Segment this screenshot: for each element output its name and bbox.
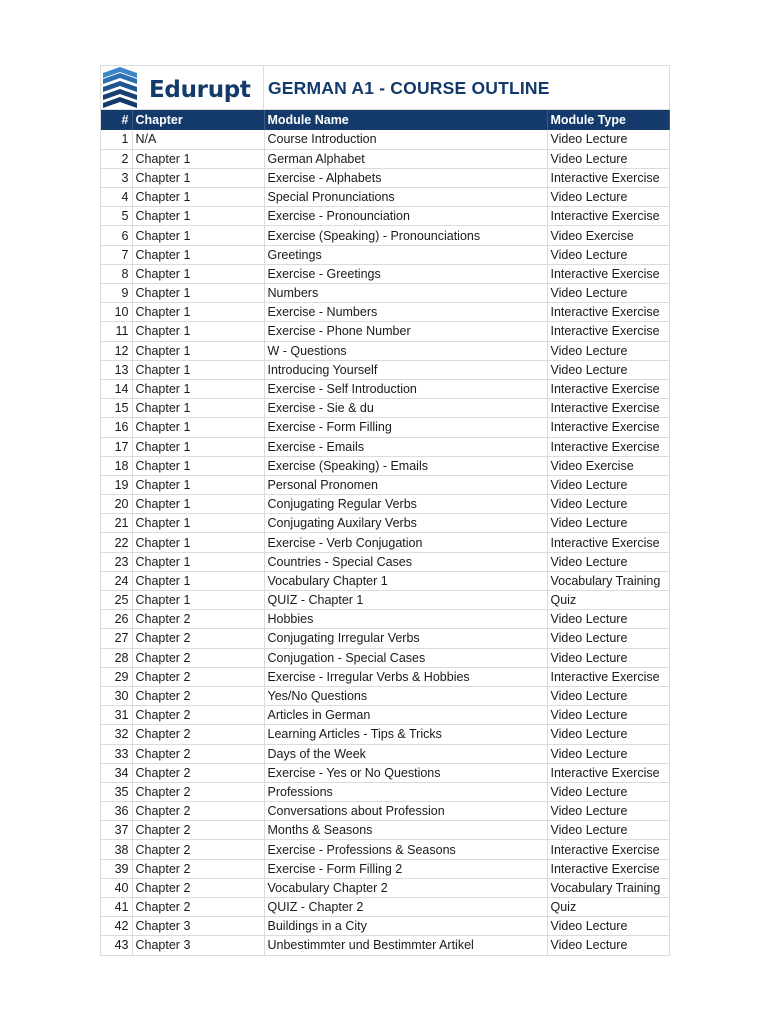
chapter-cell: Chapter 1 <box>132 456 264 475</box>
chapter-cell: Chapter 1 <box>132 591 264 610</box>
table-row <box>101 629 669 648</box>
row-number: 8 <box>101 264 132 283</box>
module-name-cell: Course Introduction <box>264 130 547 149</box>
column-header-module-name: Module Name <box>264 110 547 130</box>
chapter-cell: Chapter 2 <box>132 821 264 840</box>
table-row <box>101 207 669 226</box>
row-number: 31 <box>101 706 132 725</box>
chapter-cell: Chapter 2 <box>132 840 264 859</box>
title-cell <box>264 66 669 109</box>
chapter-cell: Chapter 2 <box>132 725 264 744</box>
row-number: 7 <box>101 245 132 264</box>
row-number: 36 <box>101 802 132 821</box>
table-row <box>101 648 669 667</box>
chapter-cell: Chapter 1 <box>132 149 264 168</box>
module-type-cell: Interactive Exercise <box>547 264 669 283</box>
module-type-cell: Video Lecture <box>547 552 669 571</box>
column-header-module-type: Module Type <box>547 110 669 130</box>
table-row <box>101 802 669 821</box>
module-type-cell: Vocabulary Training <box>547 571 669 590</box>
module-type-cell: Video Lecture <box>547 284 669 303</box>
table-row <box>101 130 669 149</box>
row-number: 42 <box>101 917 132 936</box>
table-row <box>101 495 669 514</box>
module-name-cell: Exercise - Irregular Verbs & Hobbies <box>264 667 547 686</box>
table-row <box>101 782 669 801</box>
module-name-cell: Exercise - Numbers <box>264 303 547 322</box>
module-name-cell: Exercise - Verb Conjugation <box>264 533 547 552</box>
module-type-cell: Interactive Exercise <box>547 322 669 341</box>
module-name-cell: QUIZ - Chapter 2 <box>264 898 547 917</box>
row-number: 4 <box>101 188 132 207</box>
row-number: 24 <box>101 571 132 590</box>
module-type-cell: Video Lecture <box>547 821 669 840</box>
module-name-cell: Conjugating Regular Verbs <box>264 495 547 514</box>
row-number: 12 <box>101 341 132 360</box>
module-name-cell: Greetings <box>264 245 547 264</box>
module-name-cell: Articles in German <box>264 706 547 725</box>
module-type-cell: Video Lecture <box>547 686 669 705</box>
chapter-cell: Chapter 1 <box>132 399 264 418</box>
table-row <box>101 840 669 859</box>
edurupt-logo-icon <box>103 67 137 111</box>
module-type-cell: Interactive Exercise <box>547 399 669 418</box>
module-name-cell: Vocabulary Chapter 1 <box>264 571 547 590</box>
table-row <box>101 303 669 322</box>
module-name-cell: Exercise - Form Filling <box>264 418 547 437</box>
course-outline-sheet <box>100 65 670 956</box>
chapter-cell: Chapter 1 <box>132 418 264 437</box>
chapter-cell: Chapter 2 <box>132 706 264 725</box>
table-row <box>101 264 669 283</box>
table-row <box>101 168 669 187</box>
module-type-cell: Interactive Exercise <box>547 207 669 226</box>
module-type-cell: Interactive Exercise <box>547 303 669 322</box>
module-name-cell: Conjugating Irregular Verbs <box>264 629 547 648</box>
module-name-cell: Introducing Yourself <box>264 360 547 379</box>
table-row <box>101 591 669 610</box>
module-name-cell: Exercise - Self Introduction <box>264 379 547 398</box>
chapter-cell: Chapter 3 <box>132 936 264 955</box>
chapter-cell: Chapter 1 <box>132 226 264 245</box>
chapter-cell: Chapter 1 <box>132 168 264 187</box>
module-type-cell: Interactive Exercise <box>547 418 669 437</box>
module-type-cell: Video Lecture <box>547 514 669 533</box>
module-type-cell: Video Lecture <box>547 245 669 264</box>
module-name-cell: Exercise - Emails <box>264 437 547 456</box>
chapter-cell: Chapter 2 <box>132 782 264 801</box>
module-type-cell: Video Exercise <box>547 456 669 475</box>
module-type-cell: Video Lecture <box>547 917 669 936</box>
module-type-cell: Quiz <box>547 898 669 917</box>
table-row <box>101 744 669 763</box>
module-name-cell: Conversations about Profession <box>264 802 547 821</box>
table-row <box>101 898 669 917</box>
table-row <box>101 341 669 360</box>
row-number: 19 <box>101 475 132 494</box>
row-number: 13 <box>101 360 132 379</box>
module-name-cell: Hobbies <box>264 610 547 629</box>
table-row <box>101 226 669 245</box>
module-name-cell: Exercise - Greetings <box>264 264 547 283</box>
module-type-cell: Interactive Exercise <box>547 859 669 878</box>
module-name-cell: Exercise - Pronounciation <box>264 207 547 226</box>
row-number: 15 <box>101 399 132 418</box>
module-name-cell: W - Questions <box>264 341 547 360</box>
module-name-cell: Exercise - Professions & Seasons <box>264 840 547 859</box>
table-row <box>101 571 669 590</box>
chapter-cell: Chapter 2 <box>132 744 264 763</box>
table-body <box>101 130 669 955</box>
table-row <box>101 437 669 456</box>
course-table <box>101 110 670 956</box>
module-type-cell: Interactive Exercise <box>547 763 669 782</box>
row-number: 11 <box>101 322 132 341</box>
row-number: 20 <box>101 495 132 514</box>
module-type-cell: Interactive Exercise <box>547 437 669 456</box>
row-number: 37 <box>101 821 132 840</box>
row-number: 5 <box>101 207 132 226</box>
row-number: 32 <box>101 725 132 744</box>
module-name-cell: Yes/No Questions <box>264 686 547 705</box>
chapter-cell: Chapter 1 <box>132 284 264 303</box>
row-number: 38 <box>101 840 132 859</box>
row-number: 17 <box>101 437 132 456</box>
row-number: 30 <box>101 686 132 705</box>
row-number: 25 <box>101 591 132 610</box>
row-number: 26 <box>101 610 132 629</box>
row-number: 27 <box>101 629 132 648</box>
module-type-cell: Video Lecture <box>547 782 669 801</box>
module-name-cell: Numbers <box>264 284 547 303</box>
module-type-cell: Video Lecture <box>547 629 669 648</box>
chapter-cell: N/A <box>132 130 264 149</box>
module-type-cell: Video Lecture <box>547 495 669 514</box>
module-name-cell: QUIZ - Chapter 1 <box>264 591 547 610</box>
table-row <box>101 514 669 533</box>
row-number: 3 <box>101 168 132 187</box>
module-type-cell: Video Lecture <box>547 648 669 667</box>
module-type-cell: Video Lecture <box>547 130 669 149</box>
row-number: 21 <box>101 514 132 533</box>
row-number: 23 <box>101 552 132 571</box>
row-number: 10 <box>101 303 132 322</box>
module-type-cell: Video Lecture <box>547 706 669 725</box>
row-number: 18 <box>101 456 132 475</box>
chapter-cell: Chapter 1 <box>132 571 264 590</box>
row-number: 6 <box>101 226 132 245</box>
module-type-cell: Video Lecture <box>547 610 669 629</box>
module-name-cell: Unbestimmter und Bestimmter Artikel <box>264 936 547 955</box>
chapter-cell: Chapter 2 <box>132 802 264 821</box>
table-row <box>101 399 669 418</box>
chapter-cell: Chapter 2 <box>132 648 264 667</box>
table-row <box>101 552 669 571</box>
chapter-cell: Chapter 1 <box>132 303 264 322</box>
module-type-cell: Video Lecture <box>547 744 669 763</box>
chapter-cell: Chapter 1 <box>132 207 264 226</box>
table-row <box>101 763 669 782</box>
table-row <box>101 917 669 936</box>
row-number: 35 <box>101 782 132 801</box>
module-name-cell: Exercise - Sie & du <box>264 399 547 418</box>
module-name-cell: Months & Seasons <box>264 821 547 840</box>
module-type-cell: Interactive Exercise <box>547 533 669 552</box>
row-number: 9 <box>101 284 132 303</box>
module-name-cell: Conjugating Auxilary Verbs <box>264 514 547 533</box>
module-type-cell: Video Lecture <box>547 475 669 494</box>
table-row <box>101 610 669 629</box>
row-number: 43 <box>101 936 132 955</box>
chapter-cell: Chapter 1 <box>132 188 264 207</box>
row-number: 16 <box>101 418 132 437</box>
chapter-cell: Chapter 3 <box>132 917 264 936</box>
row-number: 29 <box>101 667 132 686</box>
table-row <box>101 245 669 264</box>
chapter-cell: Chapter 1 <box>132 552 264 571</box>
table-row <box>101 360 669 379</box>
module-name-cell: Exercise (Speaking) - Pronounciations <box>264 226 547 245</box>
table-row <box>101 456 669 475</box>
table-row <box>101 533 669 552</box>
table-row <box>101 686 669 705</box>
module-name-cell: Exercise - Yes or No Questions <box>264 763 547 782</box>
module-type-cell: Video Lecture <box>547 936 669 955</box>
chapter-cell: Chapter 1 <box>132 379 264 398</box>
module-name-cell: Professions <box>264 782 547 801</box>
table-row <box>101 859 669 878</box>
module-type-cell: Vocabulary Training <box>547 878 669 897</box>
module-type-cell: Interactive Exercise <box>547 667 669 686</box>
chapter-cell: Chapter 1 <box>132 322 264 341</box>
module-name-cell: Conjugation - Special Cases <box>264 648 547 667</box>
column-header-number: # <box>101 110 132 130</box>
table-row <box>101 149 669 168</box>
module-type-cell: Video Lecture <box>547 360 669 379</box>
module-name-cell: Exercise - Phone Number <box>264 322 547 341</box>
chapter-cell: Chapter 1 <box>132 475 264 494</box>
row-number: 28 <box>101 648 132 667</box>
brand-name: Edurupt <box>149 76 251 103</box>
chapter-cell: Chapter 2 <box>132 667 264 686</box>
page-title: GERMAN A1 - COURSE OUTLINE <box>268 78 550 98</box>
chapter-cell: Chapter 2 <box>132 878 264 897</box>
row-number: 1 <box>101 130 132 149</box>
table-row <box>101 821 669 840</box>
column-header-chapter: Chapter <box>132 110 264 130</box>
module-name-cell: Exercise (Speaking) - Emails <box>264 456 547 475</box>
module-type-cell: Quiz <box>547 591 669 610</box>
row-number: 40 <box>101 878 132 897</box>
row-number: 2 <box>101 149 132 168</box>
module-type-cell: Video Lecture <box>547 188 669 207</box>
table-row <box>101 322 669 341</box>
table-row <box>101 188 669 207</box>
row-number: 14 <box>101 379 132 398</box>
chapter-cell: Chapter 2 <box>132 898 264 917</box>
chapter-cell: Chapter 1 <box>132 341 264 360</box>
row-number: 34 <box>101 763 132 782</box>
module-name-cell: German Alphabet <box>264 149 547 168</box>
logo-cell <box>101 66 264 109</box>
module-name-cell: Learning Articles - Tips & Tricks <box>264 725 547 744</box>
table-row <box>101 878 669 897</box>
row-number: 41 <box>101 898 132 917</box>
table-row <box>101 379 669 398</box>
chapter-cell: Chapter 1 <box>132 533 264 552</box>
module-name-cell: Exercise - Form Filling 2 <box>264 859 547 878</box>
module-type-cell: Video Lecture <box>547 341 669 360</box>
table-row <box>101 706 669 725</box>
row-number: 33 <box>101 744 132 763</box>
module-type-cell: Video Exercise <box>547 226 669 245</box>
module-name-cell: Special Pronunciations <box>264 188 547 207</box>
chapter-cell: Chapter 1 <box>132 245 264 264</box>
module-name-cell: Days of the Week <box>264 744 547 763</box>
module-type-cell: Interactive Exercise <box>547 379 669 398</box>
chapter-cell: Chapter 2 <box>132 629 264 648</box>
table-row <box>101 284 669 303</box>
module-name-cell: Countries - Special Cases <box>264 552 547 571</box>
module-type-cell: Interactive Exercise <box>547 840 669 859</box>
chapter-cell: Chapter 1 <box>132 360 264 379</box>
table-header-row <box>101 110 669 130</box>
module-type-cell: Interactive Exercise <box>547 168 669 187</box>
module-name-cell: Vocabulary Chapter 2 <box>264 878 547 897</box>
chapter-cell: Chapter 2 <box>132 610 264 629</box>
table-row <box>101 475 669 494</box>
module-name-cell: Exercise - Alphabets <box>264 168 547 187</box>
chapter-cell: Chapter 1 <box>132 264 264 283</box>
module-type-cell: Video Lecture <box>547 725 669 744</box>
module-name-cell: Personal Pronomen <box>264 475 547 494</box>
module-type-cell: Video Lecture <box>547 802 669 821</box>
module-type-cell: Video Lecture <box>547 149 669 168</box>
row-number: 39 <box>101 859 132 878</box>
table-row <box>101 667 669 686</box>
chapter-cell: Chapter 1 <box>132 437 264 456</box>
row-number: 22 <box>101 533 132 552</box>
chapter-cell: Chapter 2 <box>132 686 264 705</box>
chapter-cell: Chapter 2 <box>132 763 264 782</box>
chapter-cell: Chapter 2 <box>132 859 264 878</box>
module-name-cell: Buildings in a City <box>264 917 547 936</box>
chapter-cell: Chapter 1 <box>132 495 264 514</box>
chapter-cell: Chapter 1 <box>132 514 264 533</box>
table-row <box>101 418 669 437</box>
title-row <box>101 65 669 110</box>
table-row <box>101 936 669 955</box>
table-row <box>101 725 669 744</box>
